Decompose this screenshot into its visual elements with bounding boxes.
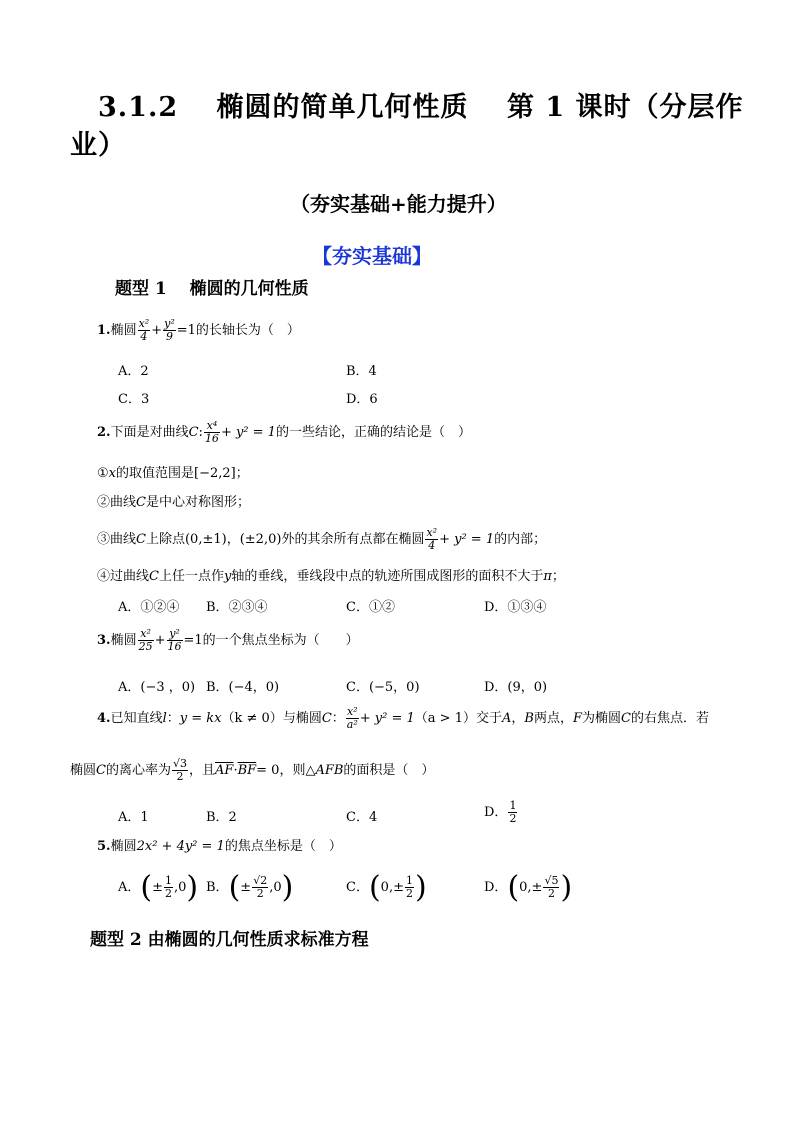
math-operator: · bbox=[233, 763, 238, 778]
numerator: √5 bbox=[544, 874, 559, 887]
option-c[interactable]: C．3 bbox=[118, 392, 150, 407]
statement-text: ④过曲线 bbox=[97, 569, 150, 584]
numerator: x² bbox=[346, 705, 358, 718]
math-var: l bbox=[162, 711, 167, 726]
numerator: √2 bbox=[253, 874, 268, 887]
math-colon: ： bbox=[166, 711, 180, 726]
math-range: [−2,2] bbox=[194, 466, 236, 481]
option-b[interactable]: B．4 bbox=[346, 364, 377, 379]
basics-heading: 【夯实基础】 bbox=[312, 244, 432, 268]
math-var: C bbox=[149, 569, 159, 584]
option-d[interactable] bbox=[484, 800, 518, 825]
option-label: D． bbox=[484, 805, 508, 820]
math-colon: ： bbox=[331, 711, 345, 726]
denominator: 4 bbox=[428, 539, 436, 552]
math-expr: + y² = 1 bbox=[359, 711, 415, 726]
statement-3 bbox=[97, 527, 546, 552]
statement-marker: ① bbox=[97, 466, 109, 481]
math-var: B bbox=[524, 711, 534, 726]
question-1 bbox=[97, 318, 300, 343]
question-number: 2. bbox=[97, 425, 111, 440]
left-paren: ( bbox=[228, 870, 241, 905]
statement-text: 的取值范围是 bbox=[116, 466, 195, 481]
question-text: 椭圆 bbox=[110, 633, 137, 648]
fraction bbox=[252, 875, 268, 900]
question-2 bbox=[97, 420, 471, 445]
section-heading-1: 题型 1 椭圆的几何性质 bbox=[115, 279, 309, 299]
question-4 bbox=[97, 706, 709, 731]
fraction bbox=[164, 875, 173, 900]
left-paren: ( bbox=[368, 870, 381, 905]
question-text: 与椭圆 bbox=[282, 711, 322, 726]
option-b[interactable]: B．(−4，0) bbox=[206, 680, 280, 695]
option-b[interactable]: B．②③④ bbox=[206, 600, 268, 615]
numerator: y² bbox=[164, 317, 175, 330]
denominator: 2 bbox=[405, 887, 413, 900]
option-c[interactable]: C．(−5，0) bbox=[346, 680, 420, 695]
denominator: 16 bbox=[167, 640, 182, 653]
math-var: A bbox=[501, 711, 512, 726]
fraction bbox=[138, 318, 151, 343]
question-text: 为椭圆 bbox=[582, 711, 622, 726]
math-expr: 2x² + 4y² = 1 bbox=[136, 839, 225, 854]
math-var: y bbox=[223, 569, 232, 584]
question-text: ，且 bbox=[189, 763, 216, 778]
option-a[interactable]: A．(−3 ，0) bbox=[118, 680, 196, 695]
question-text: 已知直线 bbox=[110, 711, 163, 726]
question-text: 的一个焦点坐标为（ ） bbox=[202, 633, 359, 648]
statement-text: 上除点 bbox=[145, 532, 185, 547]
question-text: 两点， bbox=[533, 711, 573, 726]
fraction bbox=[425, 527, 438, 552]
option-c[interactable]: C．4 bbox=[346, 810, 378, 825]
option-label: D． bbox=[484, 880, 508, 895]
numerator: y² bbox=[167, 628, 183, 641]
statement-text: 轴的垂线，垂线段中点的轨迹所围成图形的面积不大于 bbox=[231, 569, 544, 584]
math-expr: y = kx bbox=[179, 711, 222, 726]
denominator: 25 bbox=[138, 640, 153, 653]
numerator: x⁴ bbox=[204, 420, 220, 433]
question-text: 的面积是（ ） bbox=[343, 763, 435, 778]
statement-text: ③曲线 bbox=[97, 532, 137, 547]
fraction bbox=[508, 800, 517, 825]
math-text: 0,± bbox=[519, 880, 543, 895]
math-condition: （a > 1） bbox=[414, 711, 476, 726]
fraction bbox=[163, 318, 176, 343]
math-point: (0,±1) bbox=[184, 532, 227, 547]
vector: $\overline{AF}$ bbox=[215, 763, 234, 778]
option-d[interactable]: D．6 bbox=[346, 392, 378, 407]
vector: $\overline{BF}$ bbox=[237, 763, 257, 778]
denominator: a² bbox=[346, 718, 358, 731]
math-equals: = 0 bbox=[256, 763, 280, 778]
statement-text: ②曲线 bbox=[97, 495, 137, 510]
fraction bbox=[138, 628, 154, 653]
option-a[interactable]: A．①②④ bbox=[118, 600, 180, 615]
left-paren: ( bbox=[507, 870, 520, 905]
question-number: 1. bbox=[97, 323, 111, 338]
denominator: 2 bbox=[256, 887, 264, 900]
denominator: 2 bbox=[547, 887, 555, 900]
left-paren: ( bbox=[140, 870, 153, 905]
numerator: 1 bbox=[509, 799, 517, 812]
math-var: x bbox=[108, 466, 116, 481]
right-paren: ) bbox=[414, 870, 427, 905]
option-label: B． bbox=[206, 880, 229, 895]
math-colon: : bbox=[198, 425, 203, 440]
math-var: C bbox=[188, 425, 199, 440]
statement-text: 是中心对称图形； bbox=[145, 495, 250, 510]
option-a[interactable] bbox=[118, 870, 198, 905]
denominator: 4 bbox=[140, 330, 148, 343]
math-var: AFB bbox=[315, 763, 344, 778]
right-paren: ) bbox=[560, 870, 573, 905]
option-a[interactable]: A．1 bbox=[118, 810, 149, 825]
fraction bbox=[204, 420, 220, 445]
question-text: 椭圆 bbox=[110, 323, 137, 338]
math-var: C bbox=[96, 763, 106, 778]
statement-text: 的内部； bbox=[494, 532, 547, 547]
option-c[interactable]: C．①② bbox=[346, 600, 395, 615]
statement-text: 外的其余所有点都在椭圆 bbox=[281, 532, 425, 547]
question-text: 交于 bbox=[475, 711, 502, 726]
statement-text: ； bbox=[551, 569, 565, 584]
question-text: 椭圆 bbox=[70, 763, 97, 778]
math-var: C bbox=[136, 495, 146, 510]
option-label: A． bbox=[118, 880, 141, 895]
math-sign: ± bbox=[152, 880, 164, 895]
question-text: ， bbox=[511, 711, 525, 726]
question-text: 椭圆 bbox=[110, 839, 137, 854]
question-text: 的右焦点．若 bbox=[630, 711, 709, 726]
right-paren: ) bbox=[281, 870, 294, 905]
math-operator: + bbox=[151, 323, 163, 338]
math-expr: + y² = 1 bbox=[220, 425, 276, 440]
question-text: 的一些结论，正确的结论是（ ） bbox=[275, 425, 471, 440]
question-text: 下面是对曲线 bbox=[110, 425, 189, 440]
fraction bbox=[405, 875, 414, 900]
numerator: 1 bbox=[165, 874, 173, 887]
math-var: C bbox=[621, 711, 631, 726]
question-text: ，则△ bbox=[279, 763, 316, 778]
fraction bbox=[543, 875, 559, 900]
page-subtitle: （夯实基础+能力提升） bbox=[290, 192, 507, 216]
math-text: ,0 bbox=[269, 880, 282, 895]
statement-text: ， bbox=[226, 532, 240, 547]
statement-text: 上任一点作 bbox=[158, 569, 224, 584]
question-number: 4. bbox=[97, 711, 111, 726]
denominator: 2 bbox=[509, 812, 517, 825]
math-var: π bbox=[543, 569, 552, 584]
question-5 bbox=[97, 838, 342, 856]
numerator: x² bbox=[138, 628, 154, 641]
math-condition: （k ≠ 0） bbox=[221, 711, 283, 726]
denominator: 2 bbox=[165, 887, 173, 900]
option-d[interactable]: D．①③④ bbox=[484, 600, 547, 615]
question-3 bbox=[97, 628, 359, 653]
denominator: 9 bbox=[165, 330, 173, 343]
math-expr: + y² = 1 bbox=[439, 532, 495, 547]
statement-text: ； bbox=[235, 466, 249, 481]
math-var: C bbox=[321, 711, 332, 726]
numerator: √3 bbox=[172, 757, 187, 770]
section-heading-2: 题型 2 由椭圆的几何性质求标准方程 bbox=[90, 930, 369, 950]
question-text: 的焦点坐标是（ ） bbox=[224, 839, 342, 854]
math-text: 0,± bbox=[380, 880, 404, 895]
math-equals: =1 bbox=[183, 633, 203, 648]
question-number: 3. bbox=[97, 633, 111, 648]
question-text: 的长轴长为（ ） bbox=[195, 323, 300, 338]
statement-2 bbox=[97, 494, 250, 512]
option-d[interactable] bbox=[484, 870, 572, 905]
option-b[interactable] bbox=[206, 870, 293, 905]
page-title-line2: 业） bbox=[70, 130, 126, 161]
math-var: F bbox=[572, 711, 582, 726]
math-operator: + bbox=[154, 633, 166, 648]
fraction bbox=[346, 706, 359, 731]
option-a[interactable]: A．2 bbox=[118, 364, 149, 379]
question-text: 的离心率为 bbox=[105, 763, 171, 778]
math-point: (±2,0) bbox=[239, 532, 282, 547]
option-d[interactable]: D．(9，0) bbox=[484, 680, 548, 695]
math-var: C bbox=[136, 532, 146, 547]
question-4-line-2 bbox=[70, 758, 434, 783]
statement-4 bbox=[97, 568, 565, 586]
numerator: x² bbox=[426, 526, 438, 539]
statement-1 bbox=[97, 465, 249, 483]
option-label: C． bbox=[346, 880, 369, 895]
option-b[interactable]: B．2 bbox=[206, 810, 237, 825]
numerator: 1 bbox=[405, 874, 413, 887]
denominator: 2 bbox=[176, 770, 184, 783]
numerator: x² bbox=[138, 317, 150, 330]
fraction bbox=[167, 628, 183, 653]
denominator: 16 bbox=[204, 432, 219, 445]
question-number: 5. bbox=[97, 839, 111, 854]
math-sign: ± bbox=[240, 880, 252, 895]
page-title-line1: 3.1.2 椭圆的简单几何性质 第 1 课时（分层作 bbox=[98, 92, 744, 123]
math-text: ,0 bbox=[174, 880, 187, 895]
math-equals: =1 bbox=[176, 323, 196, 338]
right-paren: ) bbox=[186, 870, 199, 905]
option-c[interactable] bbox=[346, 870, 427, 905]
fraction bbox=[172, 758, 188, 783]
